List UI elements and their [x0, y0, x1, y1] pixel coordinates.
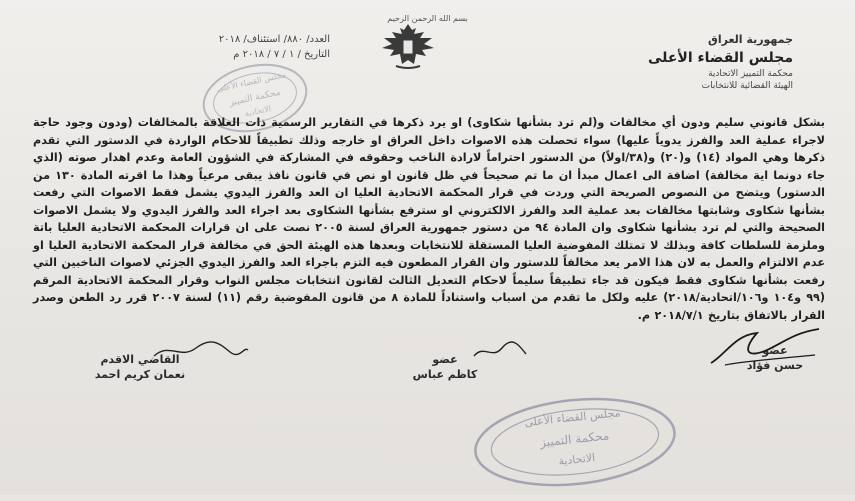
basmala: بسم الله الرحمن الرحيم: [387, 14, 468, 23]
council-name: مجلس القضاء الأعلى: [647, 50, 793, 66]
signature-title: القاضي الاقدم: [100, 353, 180, 366]
signature-title: عضو: [432, 353, 458, 366]
signature-name: كاظم عباس: [412, 368, 478, 381]
seal-text-line: مجلس القضاء الأعلى: [523, 406, 621, 430]
court-seal-stamp: [466, 384, 685, 500]
seal-text-line: محكمة التمييز: [539, 428, 610, 450]
handwritten-signature: [150, 338, 250, 362]
handwritten-signature: [705, 325, 825, 370]
signature-name: نعمان كريم احمد: [94, 368, 186, 381]
document-date: التاريخ / ١ / ٧ / ٢٠١٨ م: [233, 49, 330, 60]
panel-name: الهيئة القضائية للانتخابات: [701, 81, 793, 91]
court-name: محكمة التمييز الاتحادية: [708, 69, 793, 79]
ruling-paragraph: بشكل قانوني سليم ودون أي مخالفات و(لم ترد بشأنها شكاوى) او يرد ذكرها في التقارير الرسمية ذات العلاقة بالمخالفات (ودون وجود حاجة لاجراء عملية العد والفرز يدوياً عليها) سواء تحصلت هذه الاصوات داخل العراق او خارجه وذلك تطبيقاً للاحكام الواردة في الدستور التي تقدم ذكرها وهي المواد (١٤) و(٢٠) و(٣٨/اولاً) من الدستور احتراماً لارادة الناخب وحقوقه في المشاركة في الشؤون العامة وعدم اهدار صوته (الذي جاء دونما اية مخالفة) اضافة الى اعمال مبدأ ان ما تم صحيحاً في ظل قانون او نص في قانون نافذ يبقى مرعياً وهذا ما اقرته المادة ١٣٠ من الدستور) ويتضح من النصوص الصريحة التي وردت في قرار المحكمة الاتحادية العليا ان العد والفرز اليدوي يشمل فقط الاصوات التي رفعت بشأنها شكاوى وشابتها مخالفات بعد عملية العد والفرز الالكتروني او سترفع بشأنها الشكاوى بعد اجراء العد والفرز اليدوي ولا يشمل الاصوات الصحيحة والتي لم ترد بشأنها شكاوى وان المادة ٩٤ من دستور جمهورية العراق لسنة ٢٠٠٥ نصت على ان قرارات المحكمة الاتحادية العليا باتة وملزمة للسلطات كافة وبذلك لا تمتلك المفوضية العليا المستقلة للانتخابات وبعدها هذه الهيئة الحق في مخالفة قرار المحكمة الاتحادية العليا او عدم الالتزام والعمل به لان هذا الامر يعد مخالفاً للدستور وان القرار المطعون فيه التزم باجراء العد والفرز اليدوي الجزئي لاصوات الناخبين التي رفعت بشأنها شكاوى فقط فيكون قد جاء تطبيقاً سليماً لاحكام التعديل الثالث لقانون انتخابات مجلس النواب وقرار المحكمة الاتحادية المرقم (٩٩ و١٠٤ و١٠٦/اتحادية/٢٠١٨) عليه ولكل ما تقدم من اسباب واستناداً للمادة ٨ من قانون المفوضية رقم (١١) لسنة ٢٠٠٧ قرر رد الطعن وصدر القرار بالاتفاق بتاريخ ٢٠١٨/٧/١ م.: [33, 116, 826, 322]
seal-text-line: مجلس القضاء الأعلى: [216, 70, 287, 94]
reference-number: العدد/ ٨٨٠/ استئناف/ ٢٠١٨: [218, 34, 330, 45]
issuer-block: [573, 32, 793, 92]
seal-text-line: الاتحادية: [243, 104, 272, 119]
handwritten-signature: [470, 340, 530, 362]
signature-title: عضو: [762, 344, 788, 357]
country-name: جمهورية العراق: [708, 33, 793, 46]
seal-text-line: الاتحادية: [557, 451, 596, 468]
iraq-eagle-emblem-icon: [378, 20, 438, 72]
seal-text-line: محكمة التمييز: [228, 87, 282, 109]
signature-name: حسن فؤاد: [746, 359, 804, 372]
